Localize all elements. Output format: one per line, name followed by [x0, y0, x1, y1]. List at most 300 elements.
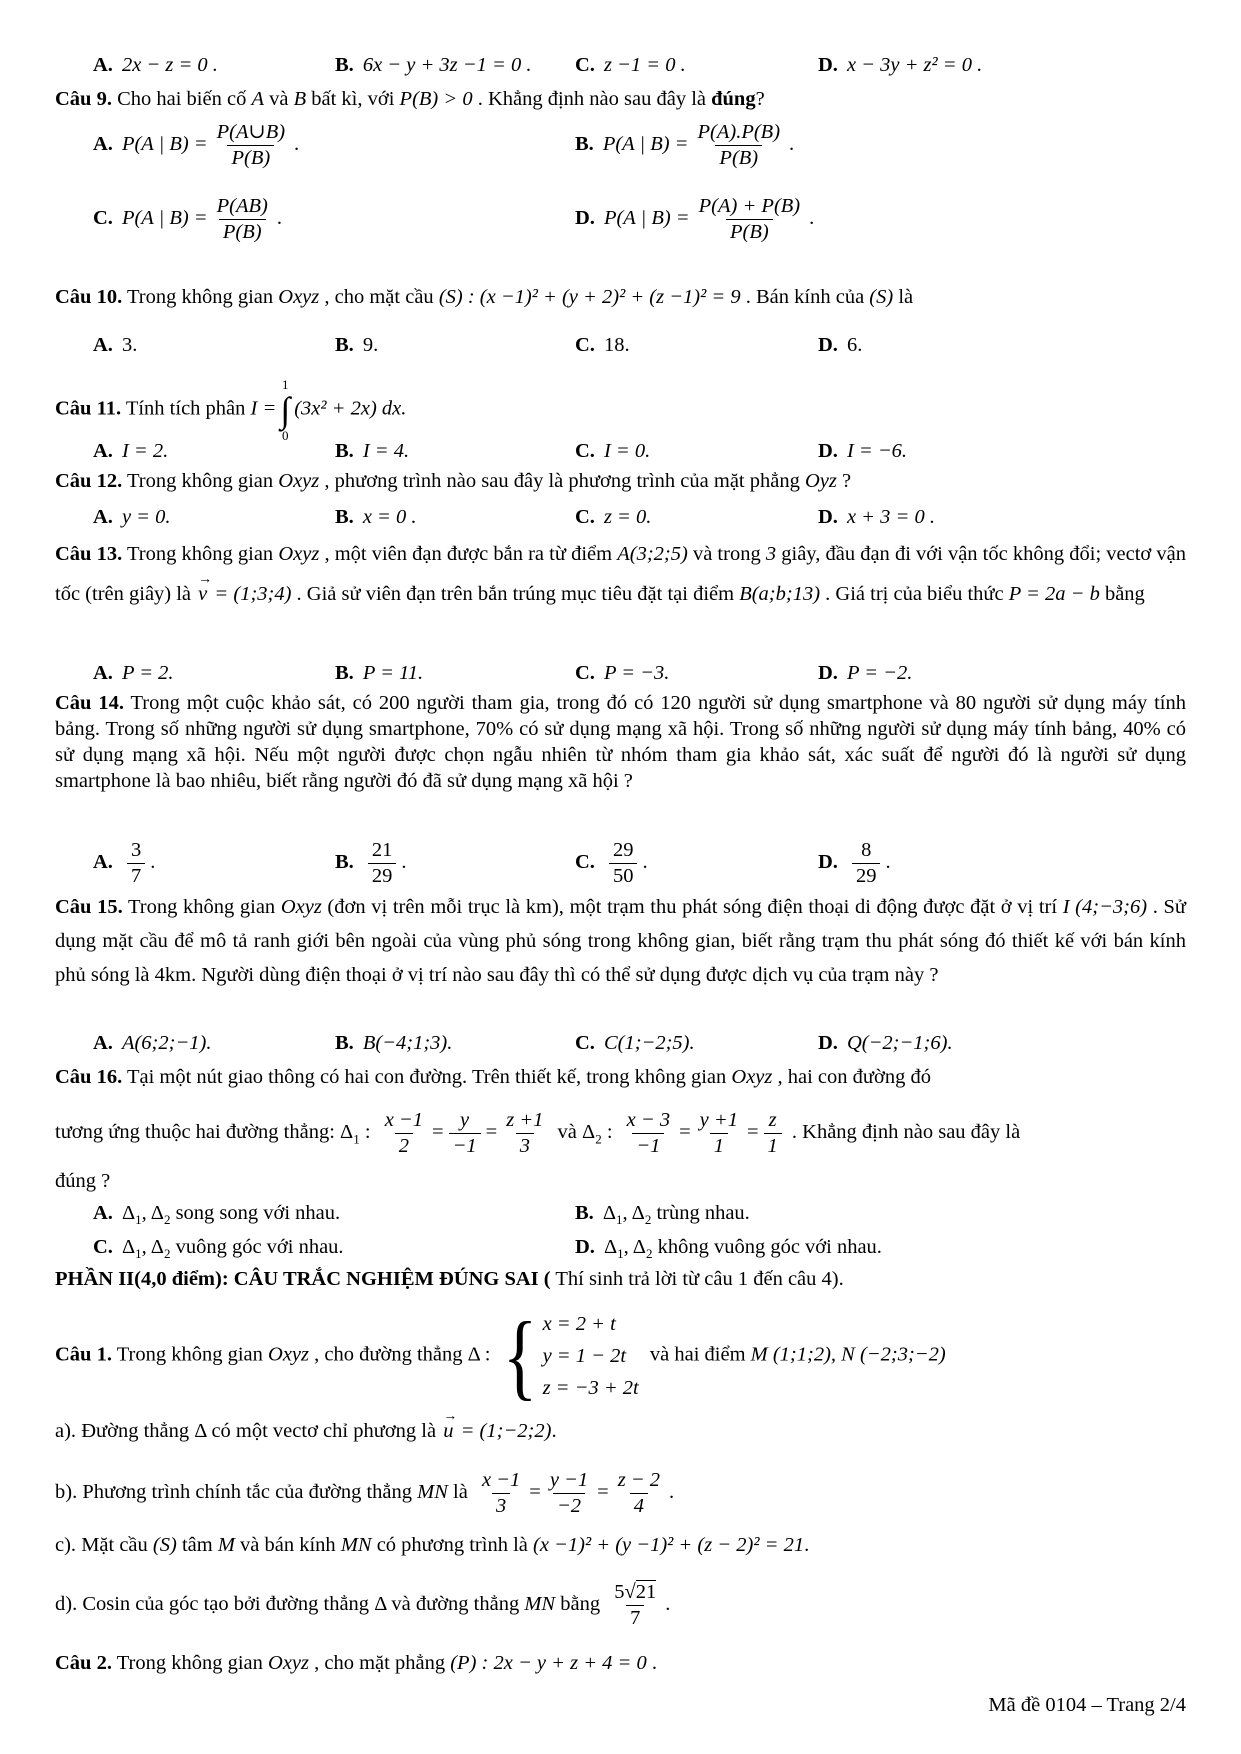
delta-symbol: Δ	[602, 1202, 616, 1224]
fraction	[623, 1108, 674, 1159]
delta-subscript: 1	[616, 1212, 623, 1228]
option-d	[818, 504, 1186, 530]
fraction-numerator: z − 2	[617, 1469, 661, 1491]
equation-2: y = 1 − 2t	[542, 1345, 627, 1367]
fraction-numerator: z +1	[506, 1109, 544, 1131]
option-d	[818, 52, 1186, 78]
question-10-options-row	[55, 332, 1186, 358]
option-text: .	[642, 851, 648, 874]
option-d	[575, 194, 1186, 245]
fraction-denominator: −2	[553, 1493, 585, 1519]
fraction	[368, 838, 397, 889]
question-label: Câu 12.	[55, 470, 123, 492]
question-14-stem	[55, 690, 1186, 794]
stem-math: (3x² + 2x) dx.	[294, 397, 407, 420]
option-text: x − 3y + z² = 0 .	[846, 54, 983, 76]
fraction-numerator	[610, 1580, 660, 1605]
stem-math: A(3;2;5)	[617, 543, 688, 565]
statement-text: Cosin của góc tạo bởi đường thẳng	[77, 1593, 375, 1616]
fraction-denominator: 29	[852, 863, 881, 889]
option-label: B.	[575, 1202, 594, 1224]
fraction	[695, 194, 804, 245]
question-12-options-row	[55, 504, 1186, 530]
option-label: D.	[818, 1032, 838, 1054]
part2-heading-bold: PHẦN II(4,0 điểm): CÂU TRẮC NGHIỆM ĐÚNG SAI (	[55, 1268, 551, 1290]
question-12-stem	[55, 468, 1186, 494]
stem-text: và	[264, 88, 294, 110]
delta-subscript: 1	[135, 1246, 142, 1262]
option-a	[93, 332, 335, 358]
fraction-numerator: P(A∪B)	[216, 121, 286, 143]
delta-subscript: 2	[645, 1246, 653, 1262]
fraction-denominator: −1	[449, 1133, 481, 1159]
stem-math: M (1;1;2), N (−2;3;−2)	[750, 1343, 946, 1366]
stem-math: (P) : 2x − y + z + 4 = 0	[450, 1652, 647, 1674]
option-c	[93, 194, 575, 245]
fraction-denominator: 4	[630, 1493, 648, 1519]
option-label: D.	[818, 506, 838, 528]
fraction	[610, 1580, 660, 1631]
fraction	[614, 1468, 664, 1519]
statement-label: d).	[55, 1593, 78, 1616]
option-label: A.	[93, 1032, 113, 1054]
stem-text: Trong không gian	[122, 286, 279, 308]
delta-symbol: Δ	[582, 1121, 596, 1144]
fraction	[502, 1108, 547, 1159]
sqrt-icon: √	[624, 1581, 636, 1603]
option-text: .	[150, 851, 156, 874]
statement-text: có một vectơ chỉ phương là	[206, 1420, 442, 1442]
stem-text: Trong không gian	[111, 1652, 269, 1674]
fraction	[694, 120, 785, 171]
question-16-stem-line1	[55, 1064, 1186, 1090]
stem-math: B	[293, 88, 307, 110]
fraction-denominator: 29	[368, 863, 397, 889]
question-label: Câu 2.	[55, 1652, 112, 1674]
option-text: không vuông góc với nhau.	[652, 1236, 882, 1258]
stem-math: Oxyz	[278, 543, 320, 565]
option-label: A.	[93, 54, 113, 76]
vector-arrow-icon: →	[443, 1409, 458, 1424]
stem-text: :	[601, 1121, 618, 1144]
fraction-denominator: 7	[626, 1605, 644, 1631]
option-text: .	[276, 207, 282, 230]
statement-math: (x −1)² + (y −1)² + (z − 2)² = 21	[533, 1534, 805, 1556]
option-label: C.	[575, 662, 595, 684]
fraction-numerator: 8	[861, 839, 872, 861]
question-ii-2-stem	[55, 1650, 1186, 1676]
fraction-numerator: y +1	[699, 1109, 738, 1131]
equation-list	[543, 1311, 639, 1401]
stem-text: , cho mặt cầu	[319, 286, 439, 308]
option-b	[335, 660, 575, 686]
option-c	[575, 438, 818, 464]
option-text: 6x − y + 3z −1 = 0 .	[362, 54, 532, 76]
option-text: x + 3 = 0 .	[846, 506, 935, 528]
fraction-numerator: z	[768, 1109, 777, 1131]
option-label: D.	[818, 851, 838, 874]
option-label: C.	[575, 506, 595, 528]
stem-text: , một viên đạn được bắn ra từ điểm	[319, 543, 618, 565]
option-label: B.	[335, 851, 354, 874]
question-9-options-row-2	[55, 194, 1186, 245]
stem-text: Cho hai biến cố	[111, 88, 252, 110]
vector-letter: v	[198, 583, 208, 605]
option-label: D.	[818, 54, 838, 76]
question-9-options-row-1	[55, 120, 1186, 171]
part2-heading	[55, 1266, 1186, 1292]
stem-text: giây, đầu đạn đi với vận tốc không đổi; vectơ vận tốc (trên giây) là	[55, 543, 1186, 605]
option-c	[575, 52, 818, 78]
fraction	[546, 1468, 592, 1519]
option-text: P = 2.	[121, 662, 174, 684]
question-11-options-row	[55, 438, 1186, 464]
stem-text: , cho mặt phẳng	[309, 1652, 451, 1674]
question-label: Câu 16.	[55, 1066, 123, 1088]
fraction-denominator: 3	[492, 1493, 510, 1519]
stem-text: .	[646, 1652, 657, 1674]
option-d	[818, 1030, 1186, 1056]
question-16-options-row-1	[55, 1200, 1186, 1233]
stem-text: tương ứng thuộc hai đường thẳng:	[55, 1121, 341, 1144]
fraction	[764, 1108, 782, 1159]
stem-text: . Giả sử viên đạn trên bắn trúng mục tiêu đặt tại điểm	[291, 583, 740, 605]
option-text: C(1;−2;5).	[603, 1032, 695, 1054]
fraction-numerator: y −1	[549, 1469, 589, 1491]
option-label: B.	[335, 1032, 354, 1054]
fraction-numerator: x −1	[384, 1109, 423, 1131]
fraction-numerator: y	[460, 1109, 470, 1131]
fraction-numerator: x −1	[481, 1469, 521, 1491]
stem-math: 3	[765, 543, 777, 565]
equation-3: z = −3 + 2t	[542, 1377, 639, 1399]
option-text: ,	[622, 1202, 632, 1224]
option-b	[335, 838, 575, 889]
option-d	[818, 332, 1186, 358]
option-text: vuông góc với nhau.	[170, 1236, 344, 1258]
option-label: A.	[93, 133, 113, 156]
option-b	[335, 1030, 575, 1056]
option-text: z = 0.	[603, 506, 652, 528]
option-text: .	[809, 207, 815, 230]
option-text: 2x − z = 0 .	[121, 54, 218, 76]
fraction-numerator: P(AB)	[216, 195, 268, 217]
question-label: Câu 9.	[55, 88, 112, 110]
stem-text: , hai con đường đó	[772, 1066, 931, 1088]
option-label: B.	[575, 133, 594, 156]
stem-math: = (1;3;4)	[209, 583, 292, 605]
stem-math: Δ :	[467, 1343, 491, 1366]
stem-text: , cho đường thẳng	[309, 1343, 468, 1366]
stem-math: P = 2a − b	[1008, 583, 1100, 605]
equation-system	[497, 1302, 639, 1409]
statement-math: Δ	[374, 1593, 387, 1616]
option-label: D.	[818, 334, 838, 356]
option-b	[335, 52, 575, 78]
stem-math: P(B) > 0	[399, 88, 473, 110]
question-14-options-row	[55, 838, 1186, 889]
option-label: A.	[93, 851, 113, 874]
option-label: A.	[93, 1202, 113, 1224]
option-text: I = 2.	[121, 440, 169, 462]
option-text: ,	[141, 1236, 151, 1258]
question-16-options-row-2	[55, 1234, 1186, 1267]
sqrt-coefficient: 5	[614, 1581, 625, 1603]
fraction-denominator: 7	[127, 863, 145, 889]
option-b	[575, 120, 1186, 171]
integral	[280, 378, 290, 442]
option-b	[335, 504, 575, 530]
fraction-denominator: 2	[395, 1133, 413, 1159]
option-math: P(A | B) =	[602, 133, 689, 156]
option-text: song song với nhau.	[170, 1202, 341, 1224]
delta-subscript: 2	[163, 1246, 171, 1262]
fraction	[213, 120, 289, 171]
stem-text: . Khẳng định nào sau đây là	[786, 1121, 1021, 1144]
option-math: P(A | B) =	[121, 207, 208, 230]
option-text: A(6;2;−1).	[121, 1032, 212, 1054]
stem-text: . Sử dụng mặt cầu để mô tả ranh giới bên ngoài của vùng phủ sóng trong không gian, biết rằng trạm thu phát sóng đó thiết kế với bán kính phủ sóng là 4km. Người dùng điện thoại ở vị trí nào sau đây thì có thể sử dụng được dịch vụ của trạm này ?	[55, 896, 1186, 986]
option-d	[818, 838, 1186, 889]
option-c	[575, 332, 818, 358]
option-label: D.	[575, 207, 595, 230]
stem-text: . Giá trị của biểu thức	[820, 583, 1009, 605]
equals-sign: =	[679, 1121, 691, 1144]
option-text: B(−4;1;3).	[362, 1032, 453, 1054]
option-label: D.	[818, 662, 838, 684]
equals-sign: =	[529, 1481, 541, 1504]
option-math: P(A | B) =	[121, 133, 208, 156]
fraction-numerator: P(A).P(B)	[697, 121, 781, 143]
stem-text: Trong không gian	[122, 470, 279, 492]
question-label: Câu 11.	[55, 397, 122, 420]
option-b	[335, 438, 575, 464]
option-d	[575, 1234, 1186, 1267]
option-text: .	[401, 851, 407, 874]
option-c	[575, 504, 818, 530]
fraction-denominator: P(B)	[219, 219, 266, 245]
fraction-denominator: P(B)	[726, 219, 773, 245]
delta-subscript: 1	[135, 1212, 142, 1228]
question-15-options-row	[55, 1030, 1186, 1056]
equals-sign: =	[485, 1121, 498, 1144]
stem-text: ?	[755, 88, 765, 110]
option-text: I = 4.	[362, 440, 410, 462]
option-label: A.	[93, 440, 113, 462]
fraction	[381, 1108, 427, 1159]
delta-symbol: Δ	[150, 1236, 164, 1258]
option-b	[335, 332, 575, 358]
question-10-stem	[55, 284, 1186, 310]
stem-text: (đơn vị trên mỗi trục là km), một trạm thu phát sóng điện thoại di động được đặt ở vị trí	[321, 896, 1063, 918]
statement-label: a).	[55, 1420, 77, 1442]
fraction-numerator: P(A) + P(B)	[698, 195, 801, 217]
question-label: Câu 1.	[55, 1343, 112, 1366]
fraction-denominator: 1	[710, 1133, 728, 1159]
option-c	[575, 660, 818, 686]
fraction-numerator: 3	[130, 839, 142, 861]
option-label: B.	[335, 54, 354, 76]
option-d	[818, 438, 1186, 464]
stem-text: , phương trình nào sau đây là phương trình của mặt phẳng	[319, 470, 805, 492]
option-text: .	[294, 133, 300, 156]
vector-u	[443, 1409, 458, 1444]
option-text: 18.	[603, 334, 630, 356]
delta-symbol: Δ	[632, 1236, 646, 1258]
fraction	[696, 1108, 742, 1159]
statement-label: c).	[55, 1534, 77, 1556]
option-text: 3.	[121, 334, 138, 356]
question-label: Câu 13.	[55, 543, 123, 565]
option-label: B.	[335, 334, 354, 356]
statement-math: M	[217, 1534, 235, 1556]
statement-c	[55, 1532, 1186, 1558]
option-text: .	[885, 851, 891, 874]
statement-text: và đường thẳng	[386, 1593, 525, 1616]
vector-arrow-icon: →	[198, 572, 213, 587]
option-text: y = 0.	[121, 506, 171, 528]
stem-text: Trong không gian	[122, 543, 279, 565]
stem-math: Oxyz	[278, 470, 320, 492]
option-label: D.	[575, 1236, 595, 1258]
option-label: A.	[93, 662, 113, 684]
option-text: I = −6.	[846, 440, 908, 462]
stem-text: bất kì, với	[306, 88, 400, 110]
integral-icon: ∫	[280, 390, 291, 430]
question-label: Câu 10.	[55, 286, 123, 308]
stem-math: Oxyz	[280, 896, 322, 918]
option-text: I = 0.	[603, 440, 651, 462]
stem-math: Oxyz	[268, 1652, 310, 1674]
option-text: trùng nhau.	[651, 1202, 750, 1224]
statement-d	[55, 1580, 1186, 1631]
option-a	[93, 1030, 335, 1056]
question-label: Câu 15.	[55, 896, 123, 918]
delta-subscript: 2	[644, 1212, 652, 1228]
fraction-denominator: 50	[609, 863, 638, 889]
statement-text: và bán kính	[234, 1534, 341, 1556]
stem-text: và	[552, 1121, 583, 1144]
statement-math: Δ	[194, 1420, 207, 1442]
statement-text: .	[665, 1593, 671, 1616]
question-13-options-row	[55, 660, 1186, 686]
option-label: D.	[818, 440, 838, 462]
option-label: C.	[93, 207, 113, 230]
fraction-denominator: P(B)	[227, 145, 274, 171]
equals-sign: =	[432, 1121, 444, 1144]
stem-math: A	[251, 88, 264, 110]
fraction	[852, 838, 881, 889]
statement-math: MN	[340, 1534, 372, 1556]
page-footer	[988, 1692, 1186, 1718]
sqrt-radicand: 21	[635, 1581, 657, 1603]
page-footer-text: Mã đề 0104 – Trang 2/4	[988, 1694, 1186, 1716]
option-label: C.	[575, 334, 595, 356]
option-label: C.	[575, 440, 595, 462]
option-a	[93, 660, 335, 686]
delta-subscript: 1	[353, 1131, 360, 1147]
integral-lower-limit: 0	[282, 428, 289, 443]
statement-math: MN	[524, 1593, 556, 1616]
question-label: Câu 14.	[55, 692, 124, 714]
fraction-numerator: x − 3	[626, 1109, 671, 1131]
statement-text: có phương trình là	[371, 1534, 533, 1556]
delta-symbol: Δ	[631, 1202, 645, 1224]
stem-text: đúng ?	[55, 1170, 111, 1192]
option-a	[93, 120, 575, 171]
option-label: B.	[335, 662, 354, 684]
statement-a	[55, 1409, 1186, 1444]
stem-text: Trong một cuộc khảo sát, có 200 người tham gia, trong đó có 120 người sử dụng smartphone và 80 người sử dụng máy tính bảng. Trong số những người sử dụng smartphone, 70% có sử dụng mạng xã hội. Trong số những người sử dụng máy tính bảng, 40% có sử dụng mạng xã hội. Nếu một người được chọn ngẫu nhiên từ nhóm tham gia khảo sát, xác suất để người đó là người sử dụng smartphone là bao nhiêu, biết rằng người đó đã sử dụng mạng xã hội ?	[55, 692, 1186, 792]
question-ii-1-stem	[55, 1300, 1186, 1412]
stem-line	[55, 1302, 946, 1409]
question-16-stem-line3	[55, 1168, 1186, 1194]
option-label: C.	[575, 54, 595, 76]
option-label: B.	[335, 506, 354, 528]
equals-sign: =	[597, 1481, 609, 1504]
stem-text: ?	[836, 470, 852, 492]
stem-text: . Bán kính của	[740, 286, 870, 308]
fraction-denominator: 3	[516, 1133, 534, 1159]
stem-math: (S) : (x −1)² + (y + 2)² + (z −1)² = 9	[438, 286, 741, 308]
statement-text: .	[804, 1534, 810, 1556]
fraction	[213, 194, 272, 245]
stem-text: và hai điểm	[644, 1343, 751, 1366]
option-label: C.	[93, 1236, 113, 1258]
stem-emphasis: đúng	[711, 88, 756, 110]
delta-subscript: 1	[617, 1246, 624, 1262]
stem-math: (S)	[869, 286, 894, 308]
part2-heading-regular: Thí sinh trả lời từ câu 1 đến câu 4).	[550, 1268, 844, 1290]
statement-math: (S)	[152, 1534, 177, 1556]
stem-math: Oxyz	[278, 286, 320, 308]
stem-text: Tại một nút giao thông có hai con đường. Trên thiết kế, trong không gian	[122, 1066, 732, 1088]
statement-math: MN	[417, 1481, 448, 1504]
stem-math: Oyz	[804, 470, 837, 492]
brace-icon: {	[502, 1302, 537, 1409]
option-text: .	[789, 133, 795, 156]
statement-text: Phương trình chính tắc của đường thẳng	[77, 1481, 418, 1504]
option-a	[93, 504, 335, 530]
statement-b	[55, 1468, 1186, 1519]
option-text: 9.	[362, 334, 379, 356]
delta-symbol: Δ	[121, 1202, 136, 1224]
delta-symbol: Δ	[150, 1202, 164, 1224]
fraction	[478, 1468, 524, 1519]
statement-text: Mặt cầu	[76, 1534, 153, 1556]
option-label: B.	[335, 440, 354, 462]
stem-math: Oxyz	[731, 1066, 773, 1088]
statement-text: Đường thẳng	[76, 1420, 195, 1442]
option-text: x = 0 .	[362, 506, 417, 528]
option-b	[575, 1200, 1186, 1233]
fraction-denominator: P(B)	[715, 145, 762, 171]
question-9-stem	[55, 86, 1186, 112]
stem-math: B(a;b;13)	[739, 583, 821, 605]
stem-text: Tính tích phân	[121, 397, 251, 420]
question-16-stem-line2	[55, 1108, 1186, 1159]
fraction-numerator: 21	[371, 839, 393, 861]
option-text: P = 11.	[362, 662, 424, 684]
option-label: A.	[93, 334, 113, 356]
option-text: P = −3.	[603, 662, 670, 684]
option-text: Q(−2;−1;6).	[846, 1032, 953, 1054]
stem-math: Oxyz	[268, 1343, 310, 1366]
fraction-denominator: 1	[764, 1133, 782, 1159]
option-text: P = −2.	[846, 662, 913, 684]
fraction-numerator: 29	[612, 839, 634, 861]
option-a	[93, 438, 335, 464]
